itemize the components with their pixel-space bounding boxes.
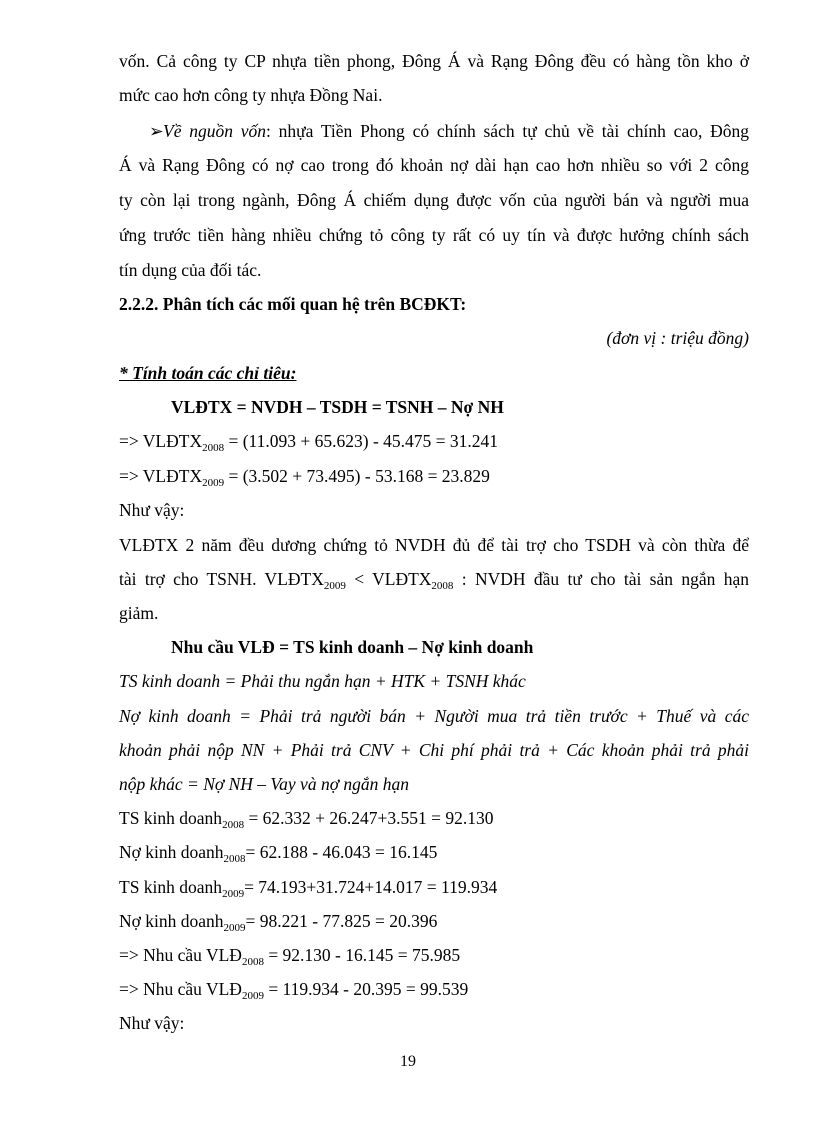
- formula-line: TS kinh doanh$_{2009}$= 74.193+31.724+14.017 = 119.934: [119, 877, 498, 900]
- paragraph-line: Á và Rạng Đông có nợ cao trong đó khoản nợ dài hạn cao hơn nhiều so với 2 công: [119, 155, 749, 175]
- formula-definition-italic: nộp khác = Nợ NH – Vay và nợ ngắn hạn: [119, 774, 410, 794]
- formula-definition-italic: TS kinh doanh = Phải thu ngắn hạn + HTK + TSNH khác: [119, 671, 526, 691]
- paragraph-line: tín dụng của đối tác.: [119, 260, 262, 280]
- formula-line: Nợ kinh doanh$_{2009}$= 98.221 - 77.825 = 20.396: [119, 911, 438, 934]
- formula-definition: VLĐTX = NVDH – TSDH = TSNH – Nợ NH: [171, 397, 504, 417]
- paragraph-line: ty còn lại trong ngành, Đông Á chiếm dụng được vốn của người bán và người mua: [119, 190, 749, 210]
- bullet-text: : nhựa Tiền Phong có chính sách tự chủ về tài chính cao, Đông: [266, 121, 749, 141]
- paragraph-line: VLĐTX 2 năm đều dương chứng tỏ NVDH đủ để tài trợ cho TSDH và còn thừa để: [119, 535, 749, 555]
- formula-line: => Nhu cầu $VLĐ_{2009} = 119.934 - 20.395 = 99.539$: [119, 979, 469, 1002]
- formula-definition-italic: Nợ kinh doanh = Phải trả người bán + Người mua trả tiền trước + Thuế và các: [119, 706, 749, 726]
- section-heading: 2.2.2. Phân tích các mối quan hệ trên BCĐKT:: [119, 294, 467, 314]
- paragraph-line: vốn. Cả công ty CP nhựa tiền phong, Đông Á và Rạng Đông đều có hàng tồn kho ở: [119, 51, 749, 71]
- page-number: 19: [400, 1053, 416, 1070]
- paragraph-line: ứng trước tiền hàng nhiều chứng tỏ công ty rất có uy tín và được hưởng chính sách: [119, 225, 749, 245]
- formula-line: TS kinh doanh$_{2008}$ = 62.332 + 26.247+3.551 = 92.130: [119, 808, 494, 831]
- formula-line: => Nhu cầu $VLĐ_{2008} = 92.130 - 16.145 = 75.985$: [119, 945, 461, 968]
- subheading: * Tính toán các chỉ tiêu:: [119, 363, 297, 383]
- bullet-paragraph-line: [119, 120, 749, 142]
- unit-note: (đơn vị : triệu đồng): [606, 328, 749, 348]
- arrow-bullet-icon: ➢: [149, 121, 164, 141]
- paragraph-line: tài trợ cho TSNH. $VLĐTX_{2009}$ < $VLĐTX_{2008}$ : NVDH đầu tư cho tài sản ngắn hạn: [119, 569, 749, 592]
- paragraph-line: giảm.: [119, 603, 159, 623]
- formula-line: => $VLĐTX_{2008} = (11.093 + 65.623) - 45.475 = 31.241$: [119, 431, 499, 454]
- formula-line: => $VLĐTX_{2009} = (3.502 + 73.495) - 53.168 = 23.829$: [119, 466, 490, 489]
- paragraph-line: mức cao hơn công ty nhựa Đồng Nai.: [119, 85, 383, 105]
- formula-line: Nợ kinh doanh$_{2008}$= 62.188 - 46.043 = 16.145: [119, 842, 438, 865]
- formula-definition: Nhu cầu VLĐ = TS kinh doanh – Nợ kinh doanh: [171, 637, 534, 657]
- conclusion-label: Như vậy:: [119, 1013, 185, 1033]
- bullet-label: Về nguồn vốn: [163, 121, 267, 141]
- formula-definition-italic: khoản phải nộp NN + Phải trả CNV + Chi phí phải trả + Các khoản phải trả phải: [119, 740, 749, 760]
- conclusion-label: Như vậy:: [119, 500, 185, 520]
